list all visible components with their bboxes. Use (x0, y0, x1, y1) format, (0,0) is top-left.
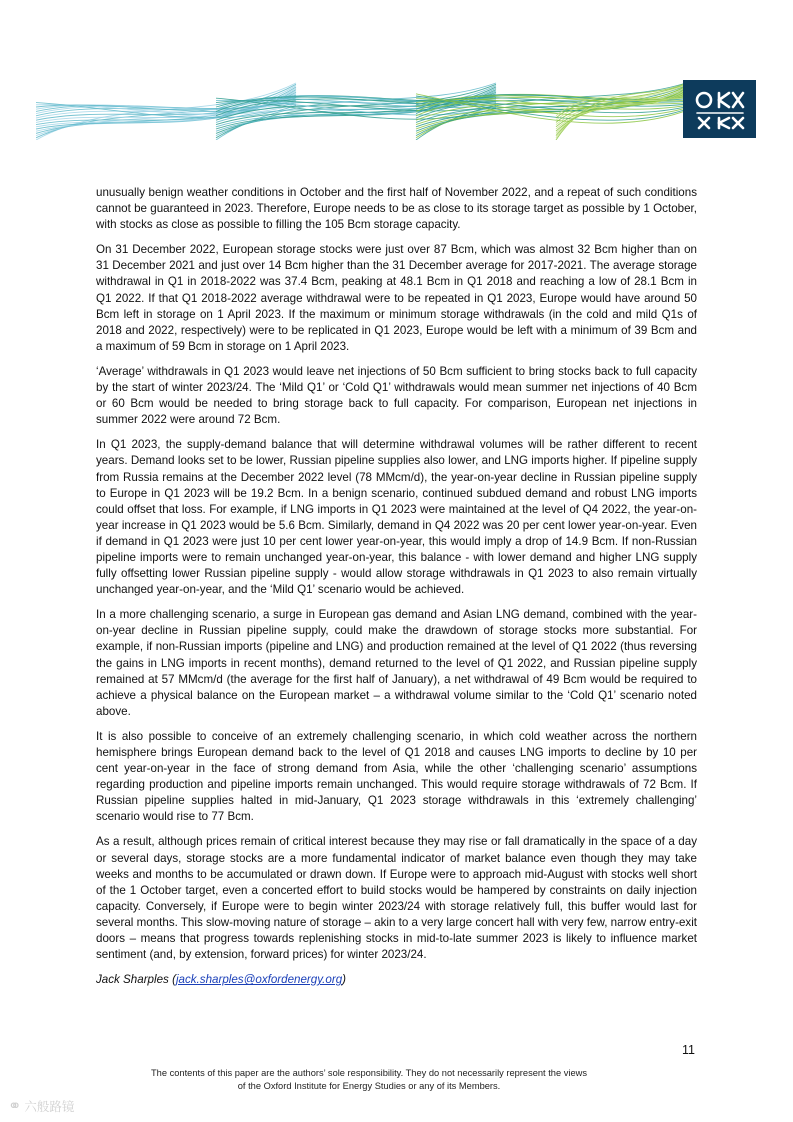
watermark-text: 六般路镜 (24, 1100, 75, 1114)
wave-line (36, 86, 296, 136)
article-body (96, 185, 697, 988)
footer-disclaimer (110, 1067, 628, 1092)
paragraph-4: In Q1 2023, the supply-demand balance that will determine withdrawal volumes will be rather different to recent years. Demand looks set to be lower, Russian pipeline supplies also lower, and LNG imports higher. If pipeline supply from Russia remains at the December 2022 level (78 MMcm/d), the year-on-year decline in Russian pipeline supply to Europe in Q1 2023 will be 19.2 Bcm. In a benign scenario, continued subdued demand and robust LNG imports could offset that loss. For example, if LNG imports in Q1 2023 were maintained at the level of Q4 2022, the year-on-year increase in Q1 2023 would be 5.6 Bcm. Similarly, demand in Q4 2022 was 20 per cent lower year-on-year. Even if demand in Q1 2023 were just 10 per cent lower year-on-year, this would imply a drop of 14.9 Bcm. If non-Russian pipeline imports were to remain unchanged year-on-year, this balance - with lower demand and higher LNG supply fully offsetting lower Russian pipeline supply - would allow storage withdrawals in Q1 2023 to also remain virtually unchanged year-on-year, and the ‘Mild Q1’ scenario would be achieved. (96, 438, 697, 597)
watermark-logo-icon: ⚭ (8, 1098, 22, 1115)
paragraph-6: It is also possible to conceive of an extremely challenging scenario, in which cold weather across the northern hemisphere brings European demand back to the level of Q1 2018 and causes LNG imports to decline by 10 per cent year-on-year in the face of strong demand from Asia, while the other ‘challenging scenario’ assumptions regarding production and pipeline imports remain unchanged. This would require storage withdrawals of 72 Bcm. If Russian pipeline supplies halted in mid-January, Q1 2023 storage withdrawals in this ‘extremely challenging’ scenario would rise to 77 Bcm. (96, 729, 697, 824)
page-number: 11 (682, 1043, 695, 1057)
paragraph-3: ‘Average’ withdrawals in Q1 2023 would leave net injections of 50 Bcm sufficient to bring stocks back to full capacity by the start of winter 2023/24. The ‘Mild Q1’ or ‘Cold Q1’ withdrawals would mean summer net injections of 40 Bcm or 60 Bcm would be needed to bring storage back to full capacity. For comparison, European net injections in summer 2022 were around 72 Bcm. (96, 364, 697, 427)
footer-line-2: of the Oxford Institute for Energy Studies or any of its Members. (237, 1080, 501, 1091)
author-signature (96, 972, 697, 988)
wave-graphic (36, 78, 756, 140)
wave-line (36, 84, 296, 137)
header-banner (36, 78, 756, 140)
footer-line-1: The contents of this paper are the authors’ sole responsibility. They do not necessarily represent the views (151, 1068, 587, 1078)
paragraph-1: unusually benign weather conditions in October and the first half of November 2022, and a repeat of such conditions cannot be guaranteed in 2023. Therefore, Europe needs to be as close to its storage target as possible by 1 October, with stocks as close as possible to filling the 105 Bcm storage capacity. (96, 186, 697, 232)
signature-open-paren: ( (172, 973, 176, 987)
paragraph-2: On 31 December 2022, European storage stocks were just over 87 Bcm, which was almost 32 Bcm higher than on 31 December 2021 and just over 14 Bcm higher than the 31 December average for 2017-2021. The average storage withdrawal in Q1 in 2018-2022 was 37.4 Bcm, peaking at 48.1 Bcm in Q1 2018 and reaching a low of 28.1 Bcm in Q1 2022. If that Q1 2018-2022 average withdrawal were to be repeated in Q1 2023, Europe would have around 50 Bcm left in storage on 1 April 2023. If the maximum or minimum storage withdrawals (in the cold and mild Q1s of 2018 and 2022, respectively) were to be replicated in Q1 2023, Europe would be left with a minimum of 39 Bcm and a maximum of 59 Bcm in storage on 1 April 2023. (96, 243, 697, 353)
author-email-link[interactable]: jack.sharples@oxfordenergy.org (175, 973, 343, 987)
paragraph-5: In a more challenging scenario, a surge in European gas demand and Asian LNG demand, combined with the year-on-year decline in Russian pipeline supply, could make the drawdown of storage stocks more substantial. For example, if non-Russian imports (pipeline and LNG) and production remained at the level of Q1 2022 (thus reversing the gains in LNG imports in recent months), demand returned to the level of Q1 2022, and Russian pipeline supply remained at 57 MMcm/d (the average for the first half of January), a net withdrawal of 49 Bcm would be required to achieve a physical balance on the European market – a withdrawal volume similar to the ‘Cold Q1’ scenario noted above. (96, 608, 697, 718)
watermark (8, 1096, 74, 1116)
oies-logo (683, 80, 756, 138)
oies-logo-icon (683, 80, 756, 138)
author-name: Jack Sharples (96, 973, 169, 987)
paragraph-7: As a result, although prices remain of critical interest because they may rise or fall dramatically in the space of a day or several days, storage stocks are a more fundamental indicator of market balance even though they may take weeks and months to be accumulated or drawn down. If Europe were to approach mid-August with stocks well short of the 1 October target, even a concerted effort to build stocks would be hampered by constraints on daily injection capacity. Conversely, if Europe were to begin winter 2023/24 with storage relatively full, this buffer would last for several months. This slow-moving nature of storage – akin to a very large concert hall with very few, narrow entry-exit doors – means that progress towards replenishing stocks in mid-to-late summer 2023 is likely to influence market sentiment (and, by extension, forward prices) for winter 2023/24. (96, 835, 697, 962)
signature-close-paren: ) (342, 973, 347, 987)
